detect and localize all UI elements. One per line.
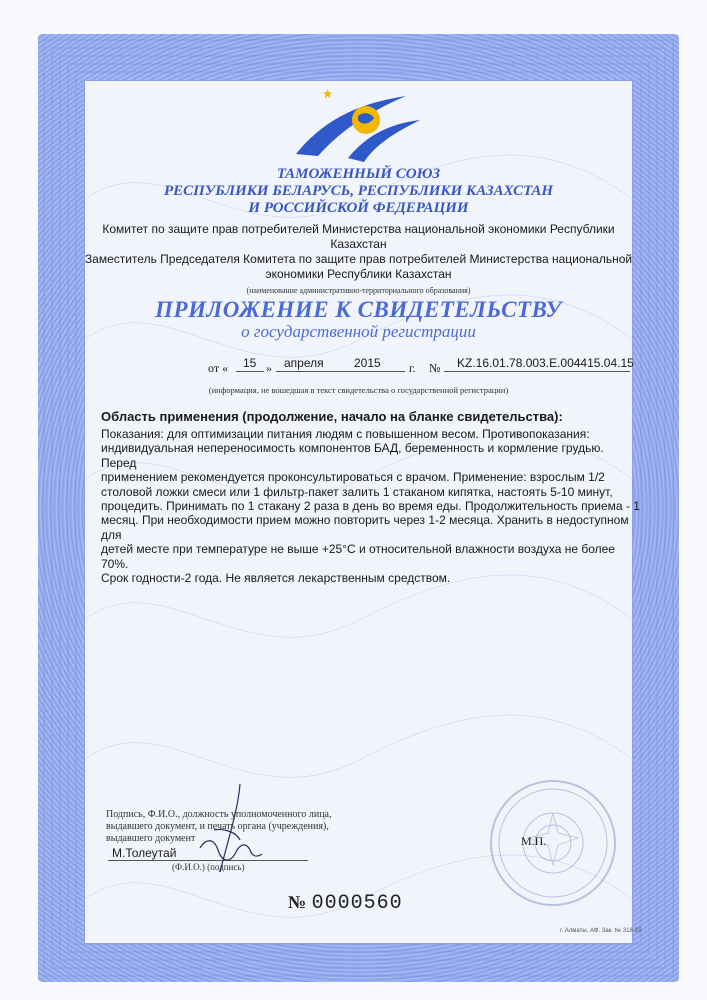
handwritten-signature (180, 780, 270, 880)
day-underline (236, 371, 264, 372)
number-underline (444, 371, 630, 372)
committee-line-1: Комитет по защите прав потребителей Министерства национальной экономики Республики (102, 222, 615, 236)
authority-caption: (наименование административно-территориального образования) (246, 286, 471, 295)
scope-heading: Область применения (продолжение, начало на бланке свидетельства): (101, 409, 563, 424)
scope-line: месяц. При необходимости прием можно повторить через 1-2 месяца. Хранить в недоступном для (101, 513, 629, 542)
scope-line: процедить. Принимать по 1 стакану 2 раза в день во время еды. Продолжительность приема - 1 (101, 499, 640, 514)
document-title: ПРИЛОЖЕНИЕ К СВИДЕТЕЛЬСТВУ (155, 297, 562, 322)
deputy-line-2: экономики Республики Казахстан (265, 267, 452, 281)
signature-caption-line: Подпись, Ф.И.О., должность уполномоченного лица, (106, 809, 332, 820)
scope-line: детей месте при температуре не выше +25°С и относительной влажности воздуха не более 70%. (101, 542, 615, 571)
name-caption: (Ф.И.О.) (подпись) (172, 862, 245, 872)
month-year-underline (276, 371, 405, 372)
seal-placeholder-label: М.П. (521, 834, 547, 848)
header-line-1: ТАМОЖЕННЫЙ СОЮЗ (276, 166, 441, 182)
deputy-line-1: Заместитель Председателя Комитета по защите прав потребителей Министерства национальной (84, 252, 633, 266)
scope-line: индивидуальная непереносимость компонентов БАД, беременность и кормление грудью. Перед (101, 441, 604, 470)
date-year: 2015 (354, 356, 381, 370)
committee-line-2: Казахстан (330, 237, 387, 251)
serial-value: 0000560 (311, 892, 403, 915)
signer-name: М.Толеутай (112, 846, 177, 860)
registration-number: KZ.16.01.78.003.E.004415.04.15 (457, 356, 634, 370)
serial-label: № (288, 892, 307, 912)
printer-footnote: г. Алматы, АФ. Зак. № 318-15 (560, 928, 642, 934)
date-caption: (информация, не вошедшая в текст свидетельства о государственной регистрации) (208, 385, 509, 395)
scope-text (101, 427, 641, 585)
date-prefix: от « (208, 361, 229, 375)
header-line-3: И РОССИЙСКОЙ ФЕДЕРАЦИИ (248, 200, 469, 216)
scope-line: применением рекомендуется проконсультироваться с врачом. Применение: взрослым 1/2 (101, 470, 605, 485)
header-line-2: РЕСПУБЛИКИ БЕЛАРУСЬ, РЕСПУБЛИКИ КАЗАХСТАН (163, 183, 554, 199)
date-day: 15 (243, 356, 257, 370)
scope-line: Показания: для оптимизации питания людям с повышенном весом. Противопоказания: (101, 427, 590, 441)
serial-number (288, 891, 403, 915)
scope-line: Срок годности-2 года. Не является лекарственным средством. (101, 571, 451, 586)
registration-number-label: № (429, 361, 441, 375)
signature-caption-line: выдавшего документ, и печать органа (учреждения), (106, 821, 329, 832)
date-close-quote: » (266, 361, 272, 375)
customs-union-emblem (288, 84, 428, 164)
official-seal (478, 773, 628, 913)
document-subtitle: о государственной регистрации (241, 322, 476, 341)
date-year-suffix: г. (409, 361, 416, 375)
signature-caption-line: выдавшего документ (106, 833, 196, 844)
scope-line: столовой ложки смеси или 1 фильтр-пакет залить 1 стаканом кипятка, настоять 5-10 минут, (101, 484, 613, 499)
date-month: апреля (284, 356, 324, 370)
